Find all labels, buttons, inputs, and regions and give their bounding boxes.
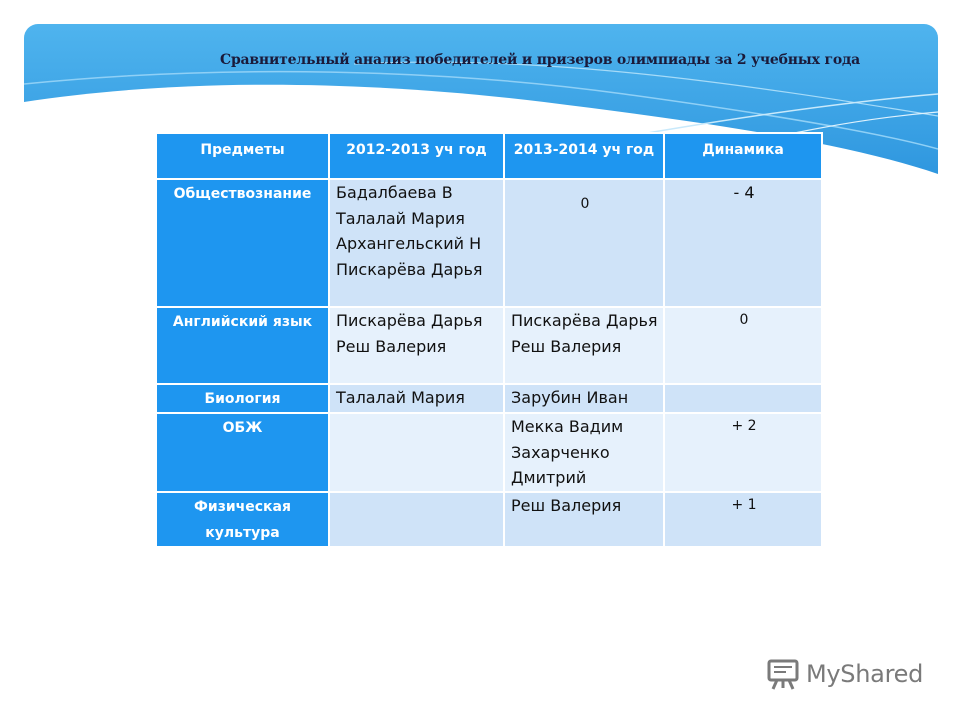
- header-year-2012: 2012-2013 уч год: [329, 133, 504, 179]
- subject-cell: Обществознание: [156, 179, 329, 307]
- table-row: [156, 413, 822, 492]
- subject-cell: ОБЖ: [156, 413, 329, 492]
- header-dynamics: Динамика: [664, 133, 822, 179]
- winners-2013-cell: Пискарёва Дарья Реш Валерия: [504, 307, 664, 384]
- subject-cell: Английский язык: [156, 307, 329, 384]
- winners-2012-cell: Бадалбаева В Талалай Мария Архангельский Н Пискарёва Дарья: [329, 179, 504, 307]
- presentation-board-icon: [766, 657, 800, 691]
- dynamics-cell: [664, 384, 822, 413]
- watermark-logo: [766, 656, 923, 692]
- header-subjects: Предметы: [156, 133, 329, 179]
- dynamics-cell: - 4: [664, 179, 822, 307]
- watermark-text: MyShared: [806, 660, 924, 688]
- winners-2012-cell: [329, 492, 504, 547]
- subject-cell: Биология: [156, 384, 329, 413]
- dynamics-cell: 0: [664, 307, 822, 384]
- table-row: [156, 307, 822, 384]
- winners-2012-cell: Талалай Мария: [329, 384, 504, 413]
- subject-cell: Физическая культура: [156, 492, 329, 547]
- winners-2013-cell: 0: [504, 179, 664, 307]
- winners-2012-cell: [329, 413, 504, 492]
- dynamics-cell: + 2: [664, 413, 822, 492]
- winners-2013-cell: Реш Валерия: [504, 492, 664, 547]
- table-row: [156, 384, 822, 413]
- table-row: [156, 179, 822, 307]
- comparison-table: [155, 132, 823, 548]
- header-year-2013: 2013-2014 уч год: [504, 133, 664, 179]
- dynamics-cell: + 1: [664, 492, 822, 547]
- slide-title: Сравнительный анализ победителей и призеров олимпиады за 2 учебных года: [220, 52, 860, 68]
- winners-2013-cell: Мекка Вадим Захарченко Дмитрий: [504, 413, 664, 492]
- table-header-row: [156, 133, 822, 179]
- winners-2013-cell: Зарубин Иван: [504, 384, 664, 413]
- table-row: [156, 492, 822, 547]
- winners-2012-cell: Пискарёва Дарья Реш Валерия: [329, 307, 504, 384]
